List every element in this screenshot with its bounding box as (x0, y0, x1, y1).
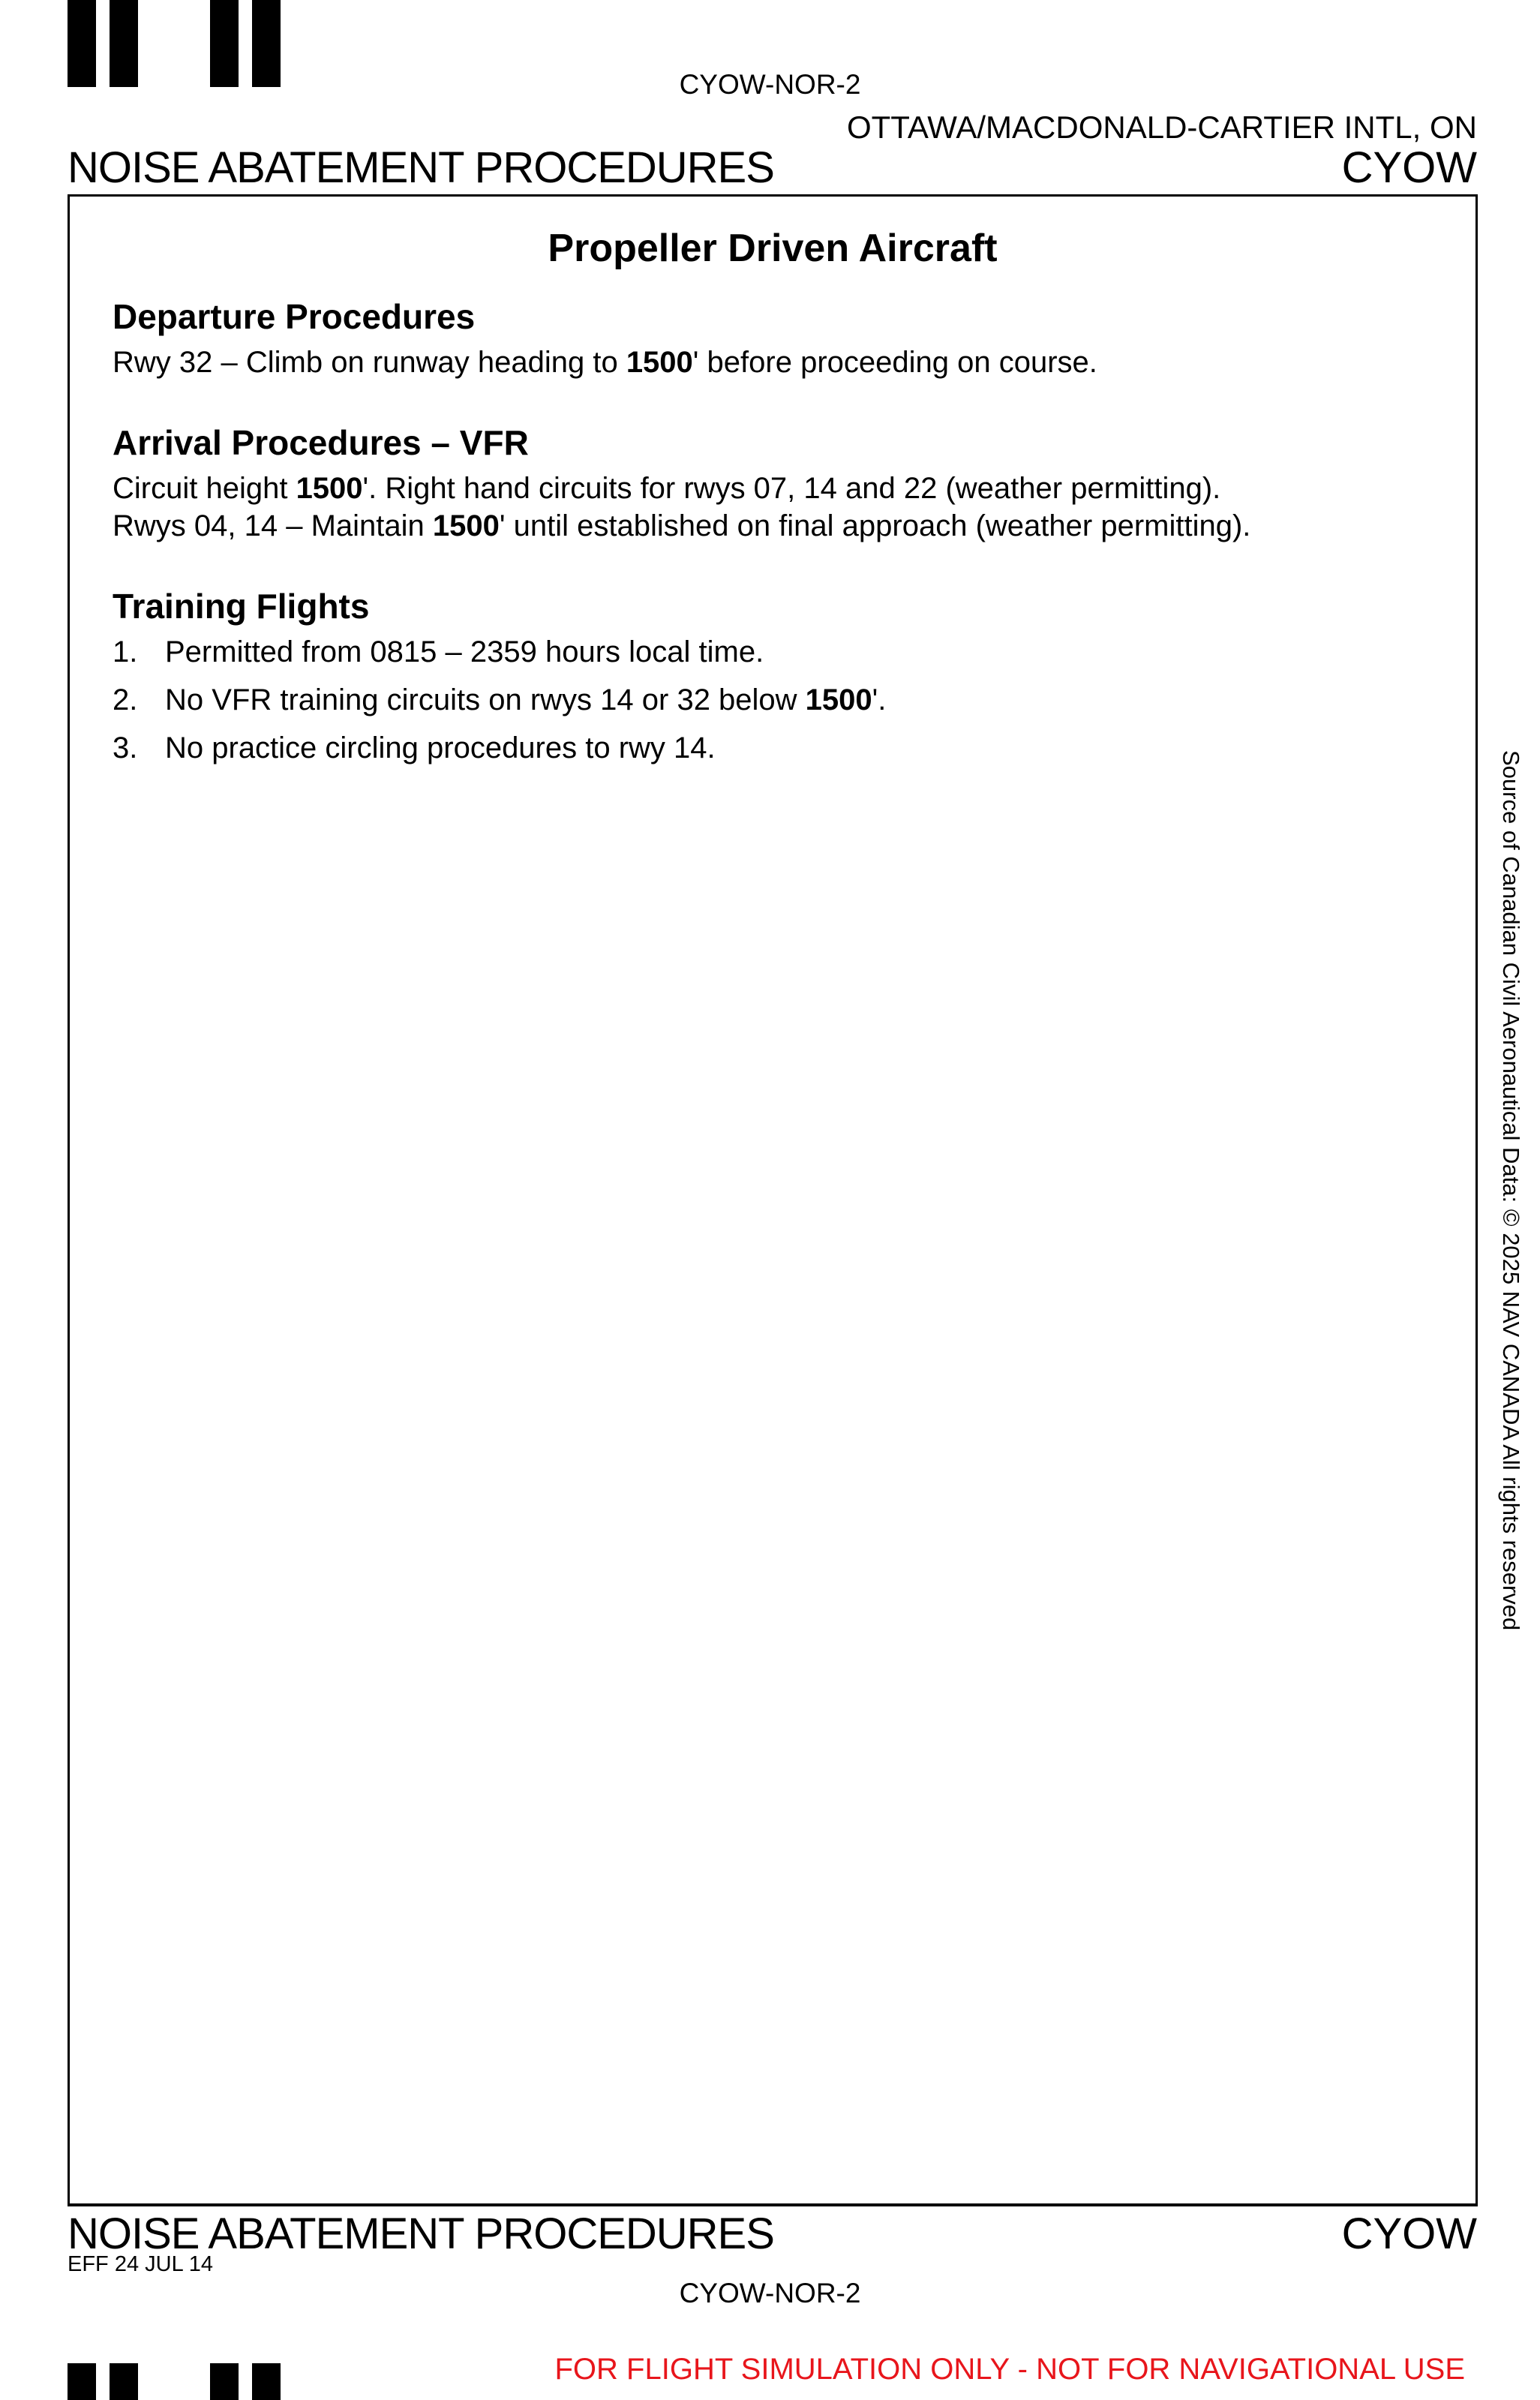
simulation-disclaimer: FOR FLIGHT SIMULATION ONLY - NOT FOR NAVIGATIONAL USE (554, 2353, 1465, 2386)
header-doc-id: CYOW-NOR-2 (679, 69, 861, 100)
main-heading: Propeller Driven Aircraft (548, 227, 998, 270)
departure-text (113, 344, 1433, 381)
training-heading: Training Flights (113, 587, 370, 626)
source-note: Source of Canadian Civil Aeronautical Data: © 2025 NAV CANADA All rights reserved (1498, 750, 1524, 1631)
list-item: 2. No VFR training circuits on rwys 14 or 32 below 1500'. (113, 683, 887, 716)
binder-mark-bottom-3 (210, 2363, 239, 2400)
binder-mark-bottom-4 (252, 2363, 281, 2400)
footer-doc-id: CYOW-NOR-2 (679, 2278, 861, 2308)
departure-line-1: Rwy 32 – Climb on runway heading to 1500' before proceeding on course. (113, 346, 1097, 379)
arrival-line-2: Rwys 04, 14 – Maintain 1500' until established on final approach (weather permitting). (113, 509, 1251, 542)
effective-date: EFF 24 JUL 14 (68, 2252, 213, 2276)
list-item: 3. No practice circling procedures to rwy 14. (113, 731, 716, 764)
arrival-text (113, 470, 1433, 545)
procedures-content (113, 225, 1433, 777)
arrival-line-1: Circuit height 1500'. Right hand circuits for rwys 07, 14 and 22 (weather permitting). (113, 472, 1221, 505)
binder-mark-bottom-1 (68, 2363, 96, 2400)
departure-heading: Departure Procedures (113, 297, 476, 336)
header-title: NOISE ABATEMENT PROCEDURES (68, 143, 774, 192)
binder-mark-bottom-2 (110, 2363, 138, 2400)
footer-title: NOISE ABATEMENT PROCEDURES (68, 2209, 774, 2258)
airport-name: OTTAWA/MACDONALD-CARTIER INTL, ON (846, 110, 1477, 145)
footer-rule (68, 2203, 1478, 2206)
footer-airport-code: CYOW (1341, 2209, 1477, 2258)
training-list (113, 633, 1433, 767)
list-item: 1. Permitted from 0815 – 2359 hours local time. (113, 635, 764, 668)
header-airport-code: CYOW (1341, 143, 1477, 192)
arrival-heading: Arrival Procedures – VFR (113, 423, 529, 462)
